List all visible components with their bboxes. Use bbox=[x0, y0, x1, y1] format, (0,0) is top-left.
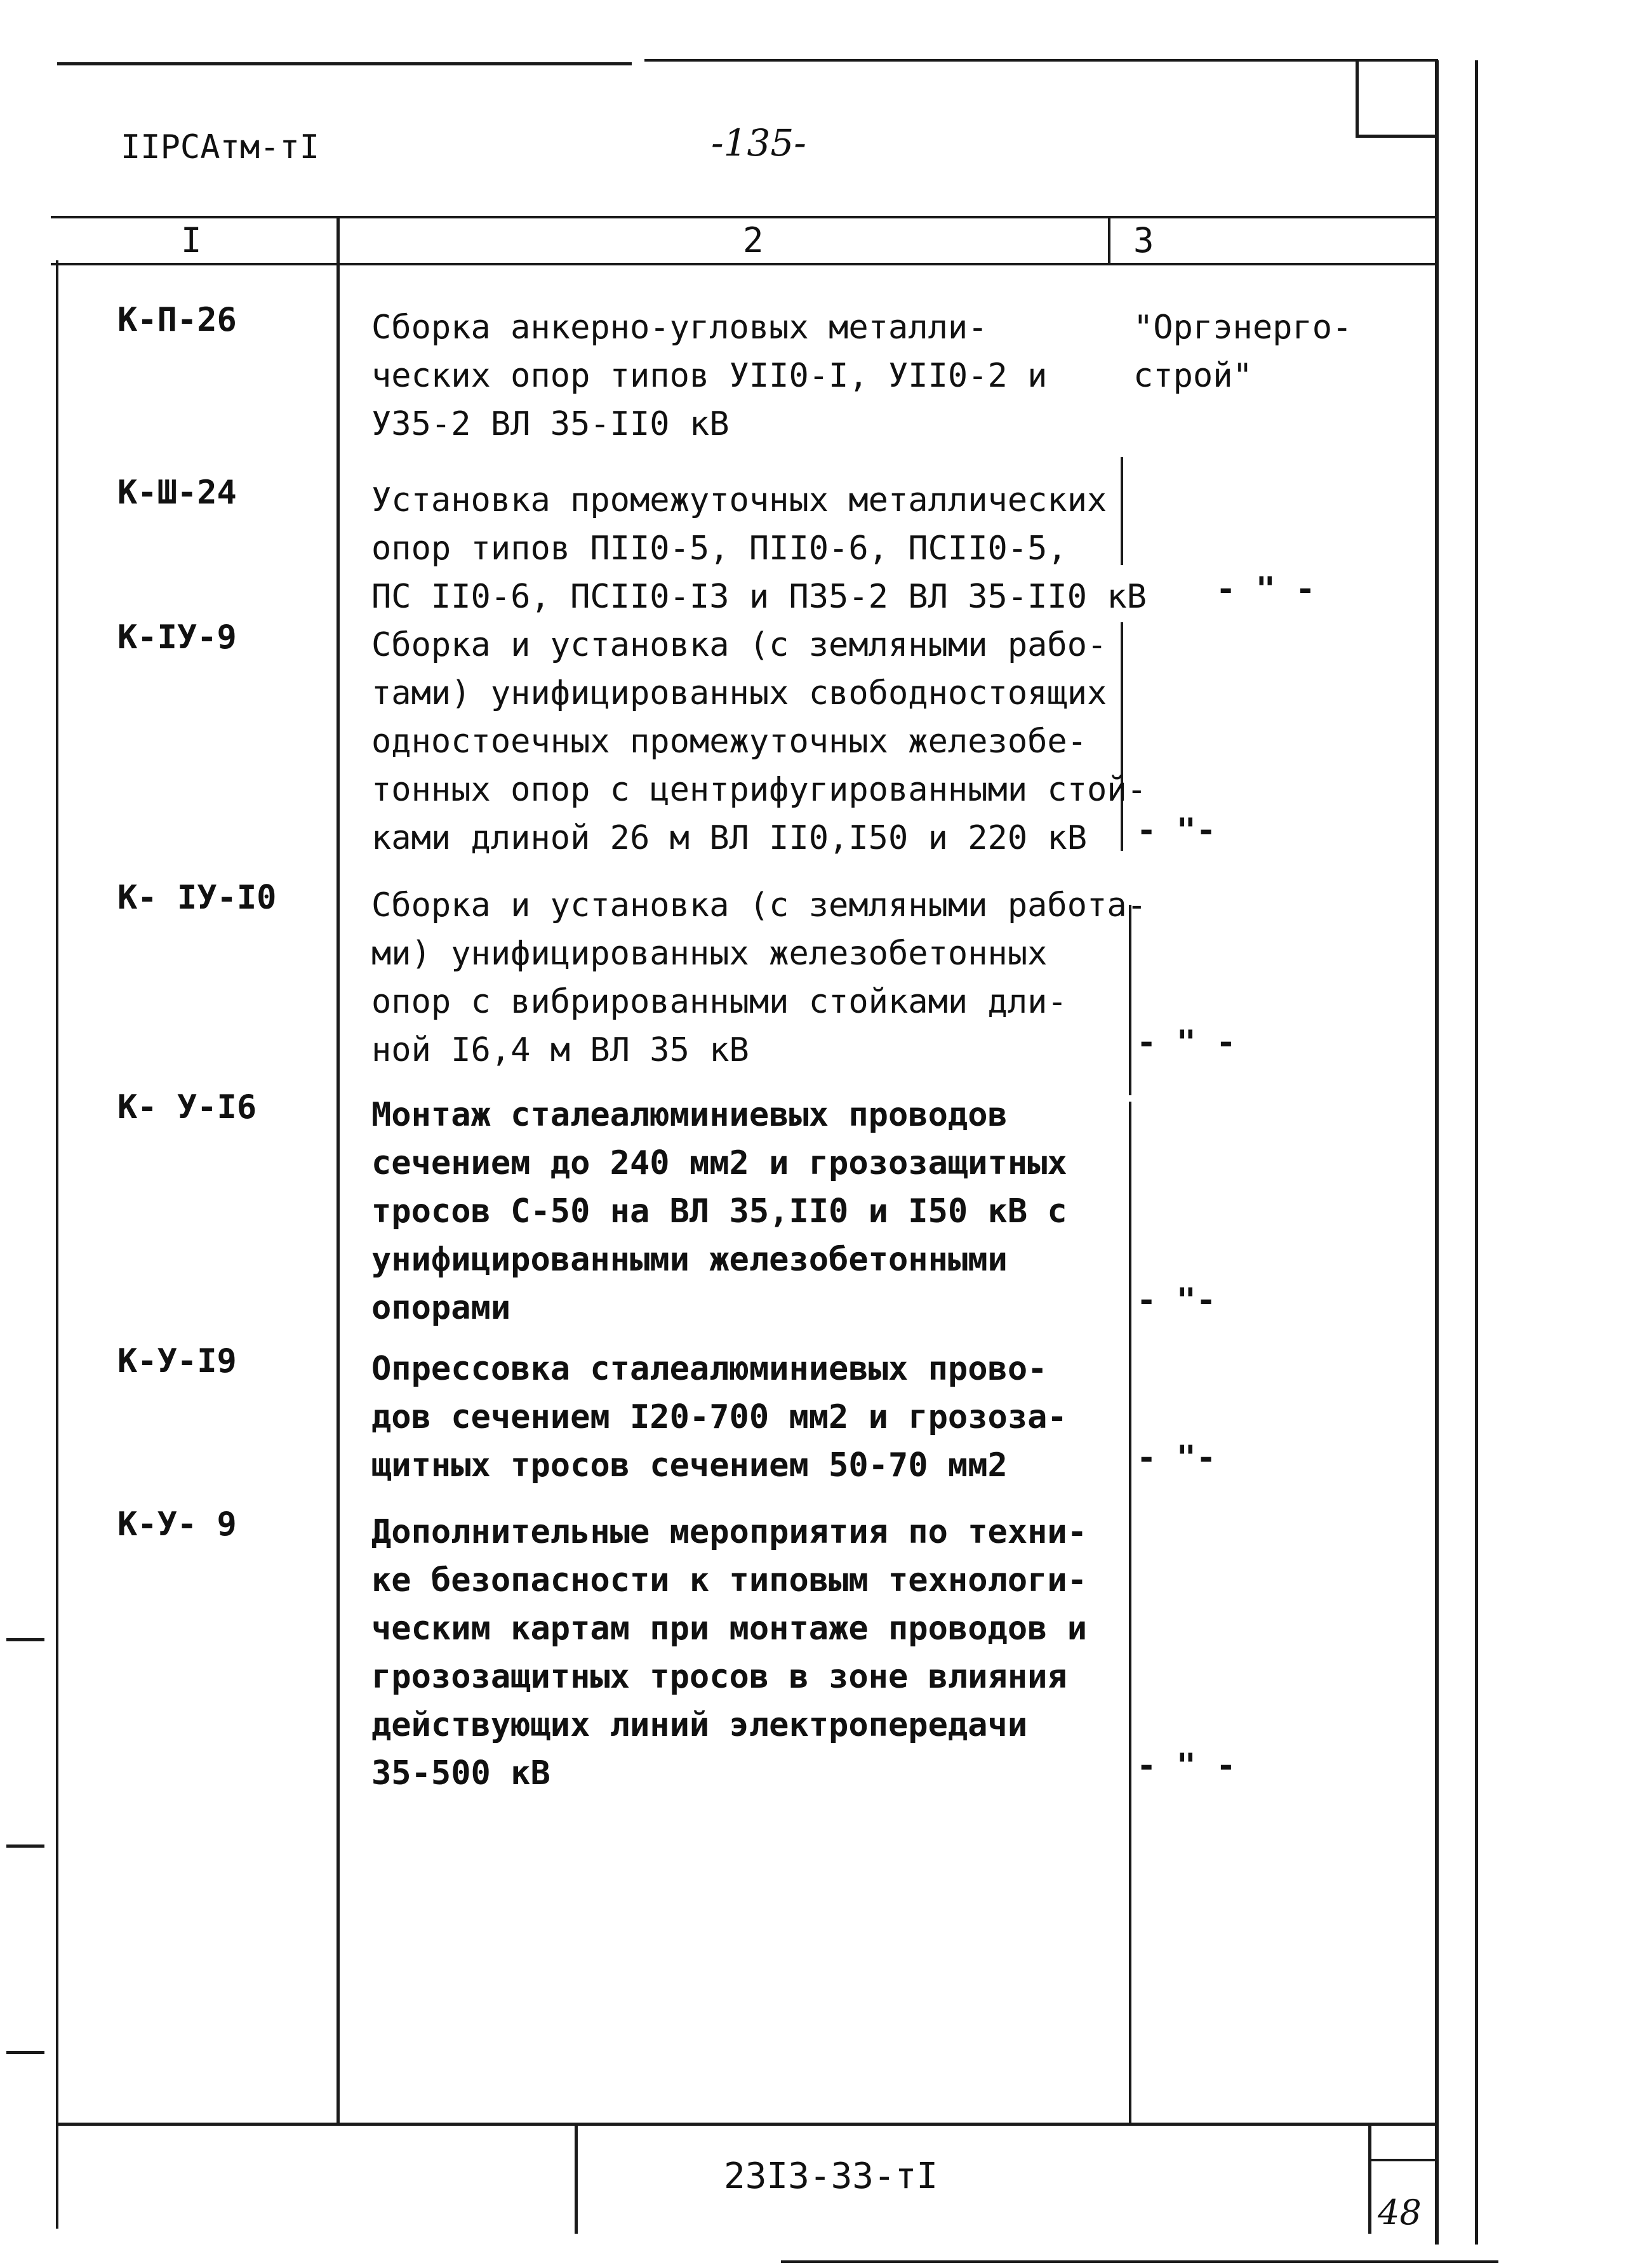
row-ditto-mark: - "- bbox=[1136, 811, 1216, 850]
row-description-line: опор с вибрированными стойками дли- bbox=[371, 983, 1067, 1021]
row-description-line: тами) унифицированных свободностоящих bbox=[371, 674, 1107, 712]
row-description-line: ПС II0-6, ПСII0-I3 и П35-2 ВЛ 35-II0 кВ bbox=[371, 578, 1147, 616]
row-description-line: щитных тросов сечением 50-70 мм2 bbox=[371, 1446, 1008, 1484]
row-description-line: Установка промежуточных металлических bbox=[371, 481, 1107, 519]
top-rule-right bbox=[644, 59, 1438, 62]
row-description-line: унифицированными железобетонными bbox=[371, 1241, 1008, 1279]
document-code: IIРСАтм-тI bbox=[121, 128, 320, 166]
row-code: К-IУ-9 bbox=[117, 618, 237, 657]
sheet-number: 48 bbox=[1378, 2192, 1422, 2232]
footer-divider bbox=[575, 2123, 578, 2234]
row-description-line: грозозащитных тросов в зоне влияния bbox=[371, 1658, 1067, 1696]
left-margin-line bbox=[56, 260, 58, 2229]
row-code: К-Ш-24 bbox=[117, 474, 237, 512]
column-header-1: I bbox=[181, 220, 202, 260]
row-description-line: ками длиной 26 м ВЛ II0,I50 и 220 кВ bbox=[371, 819, 1088, 857]
row-code: К-П-26 bbox=[117, 301, 237, 339]
col-divider-2 bbox=[1108, 216, 1110, 264]
row-ditto-mark: - "- bbox=[1136, 1281, 1216, 1319]
row-code: К- IУ-I0 bbox=[117, 879, 277, 917]
header-row-bottom bbox=[51, 263, 1439, 265]
row-organization-line: "Оргэнерго- bbox=[1133, 309, 1352, 347]
row-description-line: Опрессовка сталеалюминиевых прово- bbox=[371, 1350, 1048, 1388]
row-description-line: Сборка анкерно-угловых металли- bbox=[371, 309, 988, 347]
row-description-line: Монтаж сталеалюминиевых проводов bbox=[371, 1096, 1008, 1134]
tick-mark bbox=[6, 2051, 44, 2054]
tick-mark bbox=[6, 1844, 44, 1848]
row-code: К- У-I6 bbox=[117, 1088, 257, 1126]
col-divider-2-seg bbox=[1121, 457, 1123, 565]
col-divider-2-seg bbox=[1129, 905, 1131, 1095]
col-divider-2-seg bbox=[1121, 622, 1123, 851]
row-description-line: ке безопасности к типовым технологи- bbox=[371, 1561, 1088, 1599]
row-description-line: 35-500 кВ bbox=[371, 1754, 550, 1792]
frame-right-outer bbox=[1475, 60, 1478, 2245]
row-description-line: Сборка и установка (с земляными работа- bbox=[371, 886, 1147, 924]
row-code: К-У-I9 bbox=[117, 1342, 237, 1380]
row-description-line: Сборка и установка (с земляными рабо- bbox=[371, 626, 1107, 664]
row-ditto-mark: - " - bbox=[1136, 1024, 1236, 1062]
bottom-rule bbox=[781, 2260, 1498, 2263]
frame-right-inner bbox=[1435, 60, 1439, 2245]
row-description-line: дов сечением I20-700 мм2 и грозоза- bbox=[371, 1398, 1067, 1436]
row-ditto-mark: - " - bbox=[1216, 570, 1316, 608]
column-header-2: 2 bbox=[743, 220, 764, 260]
row-description-line: ми) унифицированных железобетонных bbox=[371, 935, 1048, 973]
row-description-line: ческим картам при монтаже проводов и bbox=[371, 1610, 1088, 1648]
top-rule-left bbox=[57, 62, 632, 65]
row-description-line: ческих опор типов УII0-I, УII0-2 и bbox=[371, 357, 1048, 395]
row-description-line: действующих линий электропередачи bbox=[371, 1706, 1028, 1744]
row-description-line: сечением до 240 мм2 и грозозащитных bbox=[371, 1144, 1067, 1182]
row-organization-line: строй" bbox=[1133, 357, 1253, 395]
row-ditto-mark: - "- bbox=[1136, 1439, 1216, 1477]
row-description-line: опор типов ПII0-5, ПII0-6, ПСII0-5, bbox=[371, 530, 1067, 568]
sheet-box-left bbox=[1368, 2123, 1371, 2234]
row-code: К-У- 9 bbox=[117, 1505, 237, 1544]
row-description-line: опорами bbox=[371, 1289, 511, 1327]
row-description-line: ной I6,4 м ВЛ 35 кВ bbox=[371, 1031, 749, 1069]
col-divider-2-seg bbox=[1129, 1102, 1131, 2124]
row-description-line: одностоечных промежуточных железобе- bbox=[371, 723, 1088, 761]
column-header-3: 3 bbox=[1133, 220, 1154, 260]
corner-box-left bbox=[1356, 60, 1359, 137]
sheet-box-top bbox=[1368, 2159, 1438, 2161]
footer-document-code: 23I3-33-тI bbox=[724, 2156, 938, 2197]
col-divider-1 bbox=[337, 216, 340, 2124]
footer-top-rule bbox=[56, 2123, 1439, 2126]
corner-box-bottom bbox=[1356, 135, 1438, 138]
row-description-line: Дополнительные мероприятия по техни- bbox=[371, 1513, 1088, 1551]
row-description-line: У35-2 ВЛ 35-II0 кВ bbox=[371, 405, 730, 443]
row-description-line: тросов С-50 на ВЛ 35,II0 и I50 кВ с bbox=[371, 1192, 1067, 1231]
tick-mark bbox=[6, 1638, 44, 1641]
header-row-top bbox=[51, 216, 1439, 218]
row-ditto-mark: - " - bbox=[1136, 1747, 1236, 1785]
page-number: -135- bbox=[711, 121, 806, 164]
row-description-line: тонных опор с центрифугированными стой- bbox=[371, 771, 1147, 809]
